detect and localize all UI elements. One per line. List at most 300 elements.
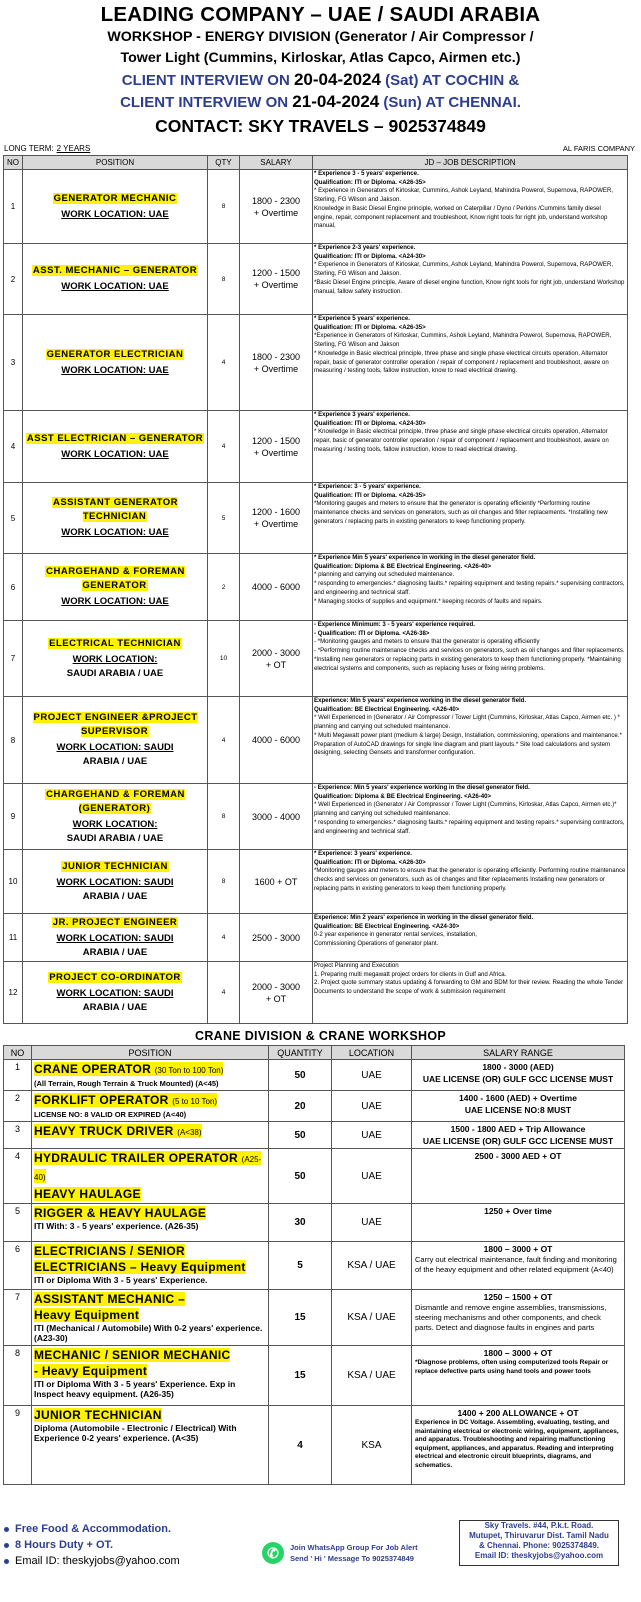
location: KSA	[332, 1406, 412, 1485]
jd-line: - Experience Minimum: 3 - 5 years' experience required.	[314, 621, 475, 628]
address-line: & Chennai. Phone: 9025374849.	[478, 1541, 600, 1550]
work-location	[23, 364, 207, 378]
row-number: 5	[4, 1204, 32, 1242]
position-cell	[32, 1149, 269, 1204]
salary-range: 1250 – 1500 + OT	[483, 1292, 553, 1302]
salary-extra: + Overtime	[253, 447, 299, 458]
work-location-country: ARABIA / UAE	[82, 946, 148, 958]
table-row	[4, 244, 628, 315]
whatsapp-line: Join WhatsApp Group For Job Alert	[290, 1543, 418, 1552]
table-header-row	[4, 1046, 625, 1060]
row-number: 5	[4, 483, 23, 554]
company-name: AL FARIS COMPANY	[562, 144, 635, 153]
position-title	[34, 1062, 223, 1076]
jd-line: * Experience: 3 years' experience.	[314, 850, 412, 857]
interview-place: (Sun) AT CHENNAI.	[379, 94, 521, 111]
address-line: Mutupet, Thiruvarur Dist. Tamil Nadu	[469, 1531, 609, 1540]
position-title-note: (A25-40)	[34, 1155, 262, 1182]
row-number: 10	[4, 850, 23, 914]
position-title: GENERATOR MECHANIC	[53, 192, 177, 204]
quantity: 15	[269, 1290, 332, 1346]
row-number: 11	[4, 914, 23, 962]
jd-line: - Qualification: ITI or Diploma. <A26-38>	[314, 629, 430, 637]
row-number: 7	[4, 1290, 32, 1346]
location: UAE	[332, 1204, 412, 1242]
row-number: 6	[4, 1242, 32, 1290]
table-row	[4, 483, 628, 554]
position-title: PROJECT CO-ORDINATOR	[49, 971, 181, 983]
salary-cell	[240, 962, 313, 1024]
jd-line: * Experience: 3 - 5 years' experience.	[314, 483, 421, 490]
jd-line: * Managing stocks of supplies and equipment.* keeping records of faults and repairs.	[314, 597, 543, 605]
table-row	[4, 1091, 625, 1122]
license-requirement: UAE LICENSE (OR) GULF GCC LICENSE MUST	[422, 1074, 614, 1084]
position-title-text: HEAVY TRUCK DRIVER	[34, 1124, 174, 1138]
table-row	[4, 1204, 625, 1242]
work-location	[23, 876, 207, 904]
quantity: 2	[208, 554, 240, 621]
table-row	[4, 1290, 625, 1346]
term-label: LONG TERM:	[4, 144, 54, 153]
jd-line: Qualification: ITI or Diploma. <A26-35>	[314, 178, 426, 186]
interview-place: (Sat) AT COCHIN &	[380, 72, 520, 89]
quantity: 30	[269, 1204, 332, 1242]
position-requirement: ITI With: 3 - 5 years' experience. (A26-35)	[34, 1221, 199, 1231]
position-title-note: (A<38)	[177, 1128, 202, 1137]
salary-range: 4000 - 6000	[251, 735, 301, 745]
salary-cell	[240, 170, 313, 244]
work-location	[23, 818, 207, 846]
salary-range: 1200 - 1600	[251, 507, 301, 517]
row-number: 3	[4, 315, 23, 411]
work-location	[23, 932, 207, 960]
position-cell	[32, 1290, 269, 1346]
salary-cell	[240, 554, 313, 621]
row-number: 4	[4, 1149, 32, 1204]
quantity: 50	[269, 1149, 332, 1204]
jd-line: *Basic Diesel Engine principle, Aware of diesel engine function, Know right tools for right job, understand Workshop manual, fallow safety instruction.	[314, 278, 625, 295]
location: KSA / UAE	[332, 1242, 412, 1290]
salary-cell	[240, 315, 313, 411]
salary-range: 2000 - 3000	[251, 647, 301, 658]
salary-cell	[240, 784, 313, 850]
salary-range: 1800 - 2300	[251, 351, 301, 362]
position-title	[34, 1348, 230, 1362]
salary-extra: + Overtime	[253, 280, 299, 290]
row-number: 12	[4, 962, 23, 1024]
salary-cell	[240, 697, 313, 784]
col-header: NO	[4, 1046, 32, 1060]
jd-line: Qualification: Diploma & BE Electrical Engineering. <A26-40>	[314, 562, 492, 570]
benefit-duty	[4, 1538, 113, 1552]
job-description	[313, 914, 628, 962]
work-location-label: WORK LOCATION: UAE	[61, 596, 169, 607]
salary-range: 1800 - 2300	[251, 195, 301, 206]
position-cell	[32, 1091, 269, 1122]
position-requirement: Diploma (Automobile - Electronic / Electrical) With Experience 0-2 years' experience. (A<35)	[34, 1423, 237, 1443]
work-location	[23, 280, 207, 294]
interview-cochin	[0, 69, 641, 91]
license-requirement: UAE LICENSE NO:8 MUST	[464, 1105, 572, 1115]
position-title: ASST. MECHANIC – GENERATOR	[32, 265, 198, 276]
salary-range: 1500 - 1800 AED + Trip Allowance	[450, 1124, 586, 1134]
jd-line: * Experience 2-3 years' experience.	[314, 244, 416, 251]
meta-row	[0, 142, 641, 155]
row-number: 7	[4, 621, 23, 697]
jd-line: 2. Project quote summary status updating & forwarding to GM and BDM for their review. Reading the whole Tender Documents to understand the scope of work & submission requirement	[314, 979, 624, 996]
jd-line: * responding to emergencies.* diagnosing faults.* repairing equipment and testing repairs.* supervising contractors, and engineering and technical staff.	[314, 580, 625, 596]
work-location-label: WORK LOCATION: UAE	[61, 364, 169, 376]
row-number: 9	[4, 784, 23, 850]
table-row	[4, 1406, 625, 1485]
quantity: 5	[208, 483, 240, 554]
position-title-2: ELECTRICIANS – Heavy Equipment	[34, 1260, 246, 1274]
salary-cell	[412, 1406, 625, 1485]
quantity: 4	[208, 914, 240, 962]
term-value: 2 YEARS	[56, 144, 91, 153]
quantity: 5	[269, 1242, 332, 1290]
work-location-label: WORK LOCATION: UAE	[61, 448, 169, 460]
work-location-label: WORK LOCATION: SAUDI	[56, 932, 174, 944]
job-description	[313, 621, 628, 697]
salary-range: 1800 - 3000 (AED)	[482, 1062, 554, 1072]
salary-cell	[412, 1346, 625, 1406]
table-row	[4, 170, 628, 244]
position-cell	[23, 554, 208, 621]
work-location-label: WORK LOCATION: SAUDI	[56, 876, 174, 888]
position-title-text: MECHANIC / SENIOR MECHANIC	[34, 1348, 231, 1362]
position-requirement: ITI or Diploma With 3 - 5 years' Experience.	[34, 1275, 208, 1285]
position-title: PROJECT ENGINEER &PROJECT SUPERVISOR	[33, 712, 198, 737]
email-text[interactable]: Email ID: theskyjobs@yahoo.com	[15, 1555, 180, 1567]
work-location-label: WORK LOCATION: SAUDI	[56, 987, 174, 999]
quantity: 4	[208, 411, 240, 483]
table-row	[4, 1060, 625, 1091]
quantity: 4	[208, 962, 240, 1024]
position-title-text: HYDRAULIC TRAILER OPERATOR	[34, 1151, 239, 1165]
position-cell	[32, 1346, 269, 1406]
row-number: 1	[4, 170, 23, 244]
address-line: Sky Travels. #44, P.k.t. Road.	[484, 1521, 594, 1530]
work-location-country: ARABIA / UAE	[82, 756, 148, 767]
work-location-label: WORK LOCATION: SAUDI	[56, 742, 174, 753]
job-description	[313, 697, 628, 784]
work-location-country: SAUDI ARABIA / UAE	[66, 667, 164, 679]
salary-cell	[412, 1060, 625, 1091]
benefit-text: Free Food & Accommodation.	[15, 1523, 172, 1535]
jd-line: * Experience 3 - 5 years' experience.	[314, 170, 419, 177]
position-cell	[23, 170, 208, 244]
position-cell	[23, 621, 208, 697]
salary-range: 4000 - 6000	[251, 582, 301, 592]
jd-line: * Knowledge in Basic electrical principle, three phase and single phase electrical circuits operation, Alternator repair, basic of generator controller operation / repair of component / replacement and troubleshoot, aware on measuring / testing tools, fallow instruction, know to read electrical drawing.	[314, 428, 609, 453]
salary-range: 3000 - 4000	[251, 811, 301, 822]
position-title	[34, 1206, 206, 1220]
jd-line: engine, repair, component replacement and troubleshoot, Know right tools for right job, understand workshop manual,	[314, 213, 608, 230]
jd-line: * responding to emergencies.* diagnosing faults.* repairing equipment and testing repairs.* supervising contractors, and engineering and technical staff.	[314, 818, 625, 835]
work-location-country: SAUDI ARABIA / UAE	[66, 832, 164, 844]
position-cell	[32, 1204, 269, 1242]
position-cell	[32, 1122, 269, 1149]
position-title-text: ASSISTANT MECHANIC –	[34, 1292, 186, 1306]
job-description	[313, 244, 628, 315]
division-line: WORKSHOP - ENERGY DIVISION (Generator / Air Compressor /	[107, 29, 534, 45]
brands-line: Tower Light (Cummins, Kirloskar, Atlas Capco, Airmen etc.)	[120, 50, 521, 66]
salary-range: 1800 – 3000 + OT	[483, 1244, 553, 1254]
position-title	[34, 1408, 162, 1422]
job-description	[313, 784, 628, 850]
benefit-text: 8 Hours Duty + OT.	[15, 1539, 114, 1551]
jd-line: Qualification: Diploma & BE Electrical Engineering. <A26-40>	[314, 792, 492, 800]
table-row	[4, 554, 628, 621]
position-title	[34, 1292, 185, 1306]
jd-line: * Experience in Generators of Kirloskar, Cummins, Ashok Leyland, Mahindra Powerol, Supernova, RAPOWER, Sterling, FG Wilson and Jakson.	[314, 187, 614, 204]
salary-cell	[240, 850, 313, 914]
position-title-text: FORKLIFT OPERATOR	[34, 1093, 169, 1107]
jd-line: * Multi Megawatt power plant (medium & large) Design, Installation, commissioning, operations and maintenance.* Preparation of AutoCAD drawings for single line diagram and plant layouts.* Site load calculations and system designing, selecting Gensets and transformer configuration.	[314, 731, 622, 757]
work-location-country: ARABIA / UAE	[82, 1001, 148, 1013]
salary-extra: + Overtime	[253, 519, 299, 529]
salary-range: 2000 - 3000	[251, 981, 301, 992]
position-cell	[23, 244, 208, 315]
position-title	[34, 1093, 217, 1107]
position-title-text: CRANE OPERATOR	[34, 1062, 152, 1076]
whatsapp-text	[290, 1542, 418, 1564]
col-header: NO	[4, 156, 23, 170]
salary-cell	[412, 1204, 625, 1242]
table-row	[4, 315, 628, 411]
salary-range: 1800 – 3000 + OT	[483, 1348, 553, 1358]
salary-cell	[240, 621, 313, 697]
header	[0, 2, 641, 138]
jd-line: * Experience 5 years' experience.	[314, 315, 410, 322]
salary-cell	[240, 914, 313, 962]
col-header: POSITION	[23, 156, 208, 170]
position-title: GENERATOR ELECTRICIAN	[46, 348, 184, 360]
jd-line: Qualification: ITI or Diploma. <A26-35>	[314, 323, 426, 331]
duty-description: *Diagnose problems, often using computerized tools Repair or replace defective parts using hand tools and power tools	[415, 1359, 609, 1375]
jd-line: * Experience Min 5 years' experience in working in the diesel generator field.	[314, 554, 536, 561]
location: UAE	[332, 1149, 412, 1204]
salary-range: 2500 - 3000 AED + OT	[474, 1151, 562, 1161]
location: KSA / UAE	[332, 1346, 412, 1406]
row-number: 2	[4, 244, 23, 315]
location: UAE	[332, 1122, 412, 1149]
interview-label: CLIENT INTERVIEW ON	[120, 94, 293, 111]
position-title-2: - Heavy Equipment	[34, 1364, 148, 1378]
jd-line: Project Planning and Execution	[314, 962, 399, 969]
position-title: ASSISTANT GENERATOR TECHNICIAN	[52, 497, 179, 522]
position-requirement: (All Terrain, Rough Terrain & Truck Mounted) (A<45)	[34, 1079, 219, 1088]
position-title-note: (30 Ton to 100 Ton)	[154, 1066, 224, 1075]
table-header-row	[4, 156, 628, 170]
quantity: 4	[269, 1406, 332, 1485]
jd-line: Experience: Min 5 years' experience working in the diesel generator field.	[314, 697, 527, 704]
position-title: CHARGEHAND & FOREMAN GENERATOR	[46, 566, 185, 591]
position-requirement: ITI or Diploma With 3 - 5 years' Experience. Exp in Inspect heavy equipment. (A26-35)	[34, 1379, 236, 1399]
bullet-icon	[4, 1527, 9, 1532]
bullet-icon	[4, 1543, 9, 1548]
interview-date: 20-04-2024	[293, 70, 381, 89]
position-title	[34, 1244, 185, 1258]
address-line[interactable]: Email ID: theskyjobs@yahoo.com	[474, 1551, 604, 1560]
work-location	[23, 208, 207, 222]
quantity: 10	[208, 621, 240, 697]
jd-line: Experience: Min 2 years' experience in working in the diesel generator field.	[314, 914, 534, 921]
table-row	[4, 914, 628, 962]
term	[4, 144, 90, 153]
location: UAE	[332, 1060, 412, 1091]
jd-line: *Experience in Generators of Kirloskar, Cummins, Ashok Leyland, Mahindra Powerol, Supernova, RAPOWER, Sterling, FG Wilson and Jakson	[314, 332, 612, 349]
benefit-food	[4, 1522, 171, 1536]
duty-description: Carry out electrical maintenance, fault finding and monitoring of the heavy equipment and other related equipment (A<40)	[415, 1255, 617, 1274]
col-header: POSITION	[32, 1046, 269, 1060]
jd-line: * Experience in Generators of Kirloskar, Cummins, Ashok Leyland, Mahindra Powerol, Supernova, RAPOWER, Sterling, FG Wilson and Jakson.	[314, 261, 614, 278]
whatsapp-icon[interactable]: ✆	[262, 1542, 284, 1564]
job-description	[313, 411, 628, 483]
position-requirement: ITI (Mechanical / Automobile) With 0-2 years' experience. (A23-30)	[34, 1323, 263, 1343]
row-number: 4	[4, 411, 23, 483]
quantity: 15	[269, 1346, 332, 1406]
jd-line: - Experience: Min 5 years' experience working in the diesel generator field.	[314, 784, 530, 791]
jd-line: Qualification: ITI or Diploma. <A24-30>	[314, 252, 426, 260]
location: KSA / UAE	[332, 1290, 412, 1346]
position-cell	[23, 411, 208, 483]
jd-line: - *Monitoring gauges and meters to ensure that the generator is operating efficiently	[314, 638, 540, 646]
job-description	[313, 962, 628, 1024]
salary-range: 1400 - 1600 (AED) + Overtime	[459, 1093, 577, 1103]
position-title-text: ELECTRICIANS / SENIOR	[34, 1244, 185, 1258]
row-number: 9	[4, 1406, 32, 1485]
position-title: CHARGEHAND & FOREMAN (GENERATOR)	[46, 788, 185, 814]
salary-range: 1400 + 200 ALLOWANCE + OT	[457, 1408, 579, 1418]
interview-chennai	[0, 91, 641, 113]
work-location	[23, 595, 207, 609]
salary-extra: + Overtime	[253, 363, 299, 374]
row-number: 6	[4, 554, 23, 621]
jd-line: Qualification: BE Electrical Engineering. <A24-30>	[314, 922, 460, 930]
job-description	[313, 483, 628, 554]
col-header: SALARY RANGE	[412, 1046, 625, 1060]
work-location	[23, 987, 207, 1015]
work-location	[23, 448, 207, 462]
jd-line: * Experience 3 years' experience.	[314, 411, 410, 418]
work-location	[23, 653, 207, 681]
salary-range: 1200 - 1500	[251, 268, 301, 278]
table-row	[4, 411, 628, 483]
salary-range: 1600 + OT	[254, 876, 298, 887]
quantity: 50	[269, 1122, 332, 1149]
jd-line: Qualification: ITI or Diploma. <A26-30>	[314, 858, 426, 866]
job-description	[313, 554, 628, 621]
work-location-label: WORK LOCATION: UAE	[61, 281, 169, 292]
position-title-2: HEAVY HAULAGE	[34, 1187, 141, 1201]
table-row	[4, 962, 628, 1024]
position-title-note: (5 to 10 Ton)	[172, 1097, 218, 1106]
quantity: 4	[208, 697, 240, 784]
position-title: JUNIOR TECHNICIAN	[62, 860, 168, 872]
table-row	[4, 1149, 625, 1204]
salary-range: 1250 + Over time	[484, 1206, 552, 1216]
quantity: 20	[269, 1091, 332, 1122]
section-title: CRANE DIVISION & CRANE WORKSHOP	[195, 1029, 446, 1043]
col-header: LOCATION	[332, 1046, 412, 1060]
quantity: 50	[269, 1060, 332, 1091]
position-cell	[23, 962, 208, 1024]
quantity: 4	[208, 315, 240, 411]
jd-line: * Well Experienced in (Generator / Air Compressor / Tower Light (Cummins, Kirloskar, Atlas Capco, Airmen etc.)* planning and carrying out scheduled maintenance.	[314, 801, 617, 818]
jd-line: Qualification: ITI or Diploma. <A24-30>	[314, 419, 426, 427]
footer	[0, 1520, 641, 1602]
position-cell	[23, 850, 208, 914]
position-cell	[23, 315, 208, 411]
position-title: ASST ELECTRICIAN – GENERATOR	[26, 432, 204, 444]
position-title-text: JUNIOR TECHNICIAN	[34, 1408, 162, 1422]
quantity: 8	[208, 784, 240, 850]
position-title: ELECTRICAL TECHNICIAN	[49, 637, 181, 649]
work-location-country: ARABIA / UAE	[82, 890, 148, 902]
position-cell	[32, 1060, 269, 1091]
job-description	[313, 170, 628, 244]
position-title	[34, 1124, 202, 1138]
email-line	[4, 1554, 180, 1568]
license-requirement: UAE LICENSE (OR) GULF GCC LICENSE MUST	[422, 1136, 614, 1146]
table-row	[4, 850, 628, 914]
jd-line: - *Performing routine maintenance checks and services on generators, such as oil changes and filter replacements. *Installing new generators or replacing parts in existing generators to keep them functioning properly. *Maintaining electrical systems and components, such as replacing fuses or fixing wiring problems.	[314, 647, 625, 672]
crane-division-table	[3, 1045, 625, 1485]
duty-description: Dismantle and remove engine assemblies, transmissions, steering mechanisms and other components, and check parts. Detect and diagnose faults in engines and parts	[415, 1303, 607, 1332]
position-cell	[32, 1406, 269, 1485]
jd-line: Qualification: ITI or Diploma. <A26-35>	[314, 491, 426, 499]
work-location-label: WORK LOCATION:	[72, 653, 158, 665]
jd-line: * planning and carrying out scheduled maintenance.	[314, 571, 455, 579]
row-number: 2	[4, 1091, 32, 1122]
col-header: SALARY	[240, 156, 313, 170]
work-location-label: WORK LOCATION: UAE	[61, 208, 169, 220]
job-description	[313, 315, 628, 411]
jd-line: * Knowledge in Basic electrical principle, three phase and single phase electrical circuits operation, Alternator repair, basic of generator controller operation / repair of component / replacement and troubleshoot, aware on measuring / testing tools, fallow instruction, know to read electrical drawing.	[314, 349, 609, 375]
job-description	[313, 850, 628, 914]
row-number: 3	[4, 1122, 32, 1149]
jd-line: 0-2 year experience in generator rental services, installation,	[314, 931, 477, 939]
table-row	[4, 1122, 625, 1149]
salary-range: 2500 - 3000	[251, 932, 301, 943]
work-location	[23, 526, 207, 540]
salary-extra: + OT	[265, 993, 287, 1004]
interview-label: CLIENT INTERVIEW ON	[121, 72, 294, 89]
quantity: 8	[208, 244, 240, 315]
position-requirement: LICENSE NO: 8 VALID OR EXPIRED (A<40)	[34, 1110, 187, 1119]
work-location-label: WORK LOCATION:	[72, 818, 158, 830]
table-row	[4, 1346, 625, 1406]
salary-cell	[412, 1149, 625, 1204]
work-location	[23, 741, 207, 769]
quantity: 8	[208, 170, 240, 244]
address-box	[459, 1520, 619, 1566]
table-row	[4, 697, 628, 784]
col-header: JD – JOB DESCRIPTION	[313, 156, 628, 170]
position-title: JR. PROJECT ENGINEER	[52, 916, 178, 928]
jd-line: *Monitoring gauges and meters to ensure that the generator is operating efficiently. Performing routine maintenance checks and services on generators, such as oil changes and filter replacements Installing new generators or replacing parts in existing generators to keep them functioning properly.	[314, 867, 626, 892]
salary-cell	[240, 483, 313, 554]
position-cell	[23, 914, 208, 962]
position-cell	[23, 483, 208, 554]
energy-division-table	[3, 155, 628, 1024]
col-header: QUANTITY	[269, 1046, 332, 1060]
salary-cell	[240, 411, 313, 483]
position-title-text: RIGGER & HEAVY HAULAGE	[34, 1206, 207, 1220]
work-location-label: WORK LOCATION: UAE	[61, 527, 169, 538]
